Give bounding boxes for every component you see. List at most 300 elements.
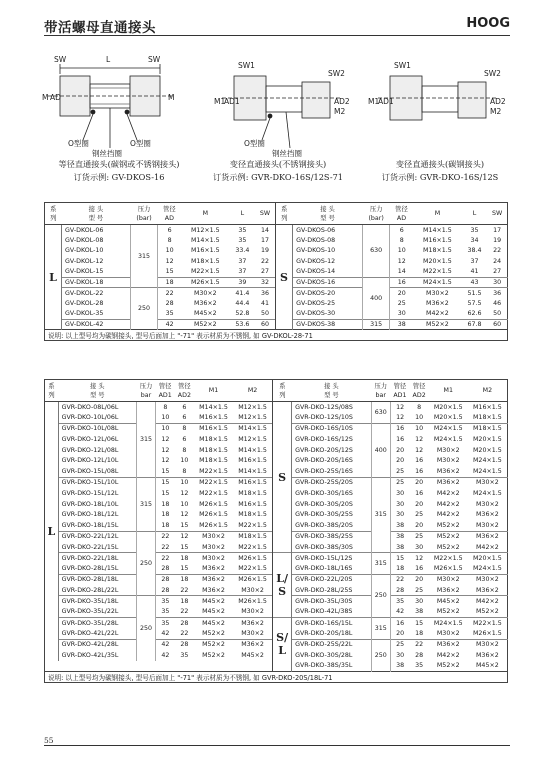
series-label: L/ S [273,553,292,618]
series-label: S [273,402,292,553]
spec-value: 38.4 [467,247,482,255]
model-number: GV-DKOL-28 [65,299,104,307]
spec-value: 8 [182,467,187,475]
pressure-value: 630 [362,225,390,278]
spec-value: 15 [161,467,170,475]
spec-value: M24×1.5 [473,565,502,573]
spec-value: M36×2 [202,586,225,594]
spec-value: 22 [180,629,189,637]
spec-value: 16 [390,617,409,628]
spec-value: M42×2 [436,489,460,497]
spec-value: 6 [182,403,187,411]
model-number: GVR-DKO-16S/15L [292,617,372,628]
spec-value: M52×2 [476,608,499,616]
model-number: GVR-DKO-15L/08L [61,467,119,475]
spec-value: 14 [397,268,406,275]
model-number: GVR-DKO-30S/20S [295,500,353,508]
pressure-value: 315 [362,319,390,330]
model-number: GV-DKOS-08 [296,236,336,244]
spec-value: 50 [493,310,502,317]
table-cell [156,661,175,672]
model-number: GV-DKOL-22 [62,288,131,299]
spec-value: 18 [175,553,194,564]
spec-value: M20×1.5 [473,446,502,454]
spec-value: 12 [175,531,194,542]
spec-value: M24×1.5 [473,489,502,497]
fitting-diagrams [38,48,516,193]
spec-value: M18×1.5 [190,257,220,265]
model-number: GVR-DKO-12L/10L [61,457,119,465]
spec-value: 20 [396,446,405,454]
spec-value: M16×1.5 [238,457,267,465]
spec-value: 22 [180,586,189,594]
spec-value: M24×1.5 [429,617,468,628]
spec-value: 10 [161,413,170,421]
model-number: GVR-DKO-12S/10S [295,413,353,421]
spec-value: M30×2 [241,608,264,616]
label-sw1: SW1 [238,61,255,70]
spec-value: 14 [260,226,269,234]
spec-value: M22×1.5 [238,521,267,529]
model-number: GVR-DKO-18L/12L [61,511,119,519]
column-header: SW [255,203,275,225]
table-header-row [45,380,508,402]
pressure-value: 250 [136,531,155,596]
model-number: GVR-DKO-20S/18L [295,629,353,637]
label-oring-left: O型圈 [68,139,89,148]
spec-value: 20 [410,477,429,488]
spec-value: M18×1.5 [199,446,228,454]
spec-value: M30×2 [468,639,508,650]
spec-value: 30 [396,489,405,497]
spec-value: M24×1.5 [429,423,468,434]
column-header: M2 [233,380,273,402]
column-header: M [181,203,230,225]
label-m2-b: M2 [490,107,502,116]
spec-value: 25 [415,586,424,594]
spec-value: 25 [396,467,405,475]
model-number: GVR-DKO-22L/20S [292,574,372,585]
spec-value: 37 [470,257,479,265]
spec-value: M30×2 [476,521,499,529]
label-sw-right: SW [148,55,161,64]
spec-value: M42×2 [426,310,449,317]
spec-value: 60 [487,319,507,330]
spec-value: 20 [390,288,413,299]
spec-value: M26×1.5 [233,596,273,607]
spec-value: 12 [161,446,170,454]
spec-value: 16 [415,467,424,475]
spec-value: 20 [415,521,424,529]
spec-value: M18×1.5 [199,435,228,443]
page-number: 55 [44,736,54,745]
spec-value: 30 [397,310,406,317]
model-number: GVR-DKO-28L/18L [58,574,136,585]
equal-union-table [44,202,508,341]
model-number: GV-DKOL-06 [65,226,104,234]
spec-value: M30×2 [436,457,460,465]
model-number: GV-DKOL-15 [65,268,104,275]
spec-value: 17 [493,226,502,234]
label-ad2-b: AD2 [490,97,506,106]
spec-value: M42×2 [436,511,460,519]
spec-value: 36 [255,288,275,299]
spec-value: 43 [462,277,487,288]
label-ad: AD [50,93,61,102]
model-number: GVR-DKO-18L/10L [61,500,119,508]
label-wire-ring-2: 钢丝挡圈 [272,149,302,158]
spec-value: 16 [396,435,405,443]
column-header: SW [487,203,507,225]
spec-value: M30×2 [429,574,468,585]
spec-value: 30 [396,651,405,659]
spec-value: M26×1.5 [199,511,228,519]
series-label: L [45,402,59,661]
spec-value: M42×2 [468,596,508,607]
model-number: GVR-DKO-28L/22L [61,586,119,594]
column-header: 管径 AD1 [390,380,409,402]
column-header: 管径 AD1 [156,380,175,402]
model-number: GV-DKOS-10 [296,247,336,255]
pressure-value: 250 [136,596,155,661]
spec-value: 20 [415,500,424,508]
pressure-value: 250 [371,574,390,617]
spec-value: M52×2 [436,543,460,551]
spec-value: M36×2 [476,511,499,519]
caption-equal-union [44,158,194,184]
model-number: GVR-DKO-20S/12S [295,446,353,454]
spec-value: M20×1.5 [473,435,502,443]
model-number: GVR-DKO-25S/16S [295,467,353,475]
spec-value: M52×2 [436,662,460,670]
spec-value: M18×1.5 [423,247,452,255]
spec-value: M30×2 [436,629,460,637]
spec-value: M26×1.5 [473,629,502,637]
series-label: S [275,225,292,330]
spec-value: 35 [390,596,409,607]
model-number: GV-DKOS-16 [293,277,363,288]
spec-value: 6 [182,435,187,443]
spec-value: 32 [255,277,275,288]
spec-value: 25 [410,531,429,542]
column-header: 系 列 [45,203,62,225]
spec-value: 10 [165,247,174,255]
spec-value: 12 [396,413,405,421]
column-header: 系 列 [275,203,292,225]
table-row [45,225,508,236]
column-header: 压力 bar [371,380,390,402]
spec-value: M14×1.5 [199,403,228,411]
spec-value: 34 [470,236,479,244]
spec-value: 6 [182,413,187,421]
spec-value: M20×1.5 [433,413,463,421]
spec-value: 6 [399,226,404,234]
spec-value: 25 [415,511,424,519]
pressure-value: 315 [136,402,155,478]
spec-value: M20×1.5 [468,553,508,564]
spec-value: 10 [180,500,189,508]
spec-value: M18×1.5 [238,489,267,497]
model-number: GVR-DKO-15L/12S [292,553,372,564]
spec-value: M36×2 [233,617,273,628]
spec-value: 28 [415,651,424,659]
spec-value: M42×2 [476,543,499,551]
model-number: GV-DKOS-38 [293,319,363,330]
spec-value: 10 [175,477,194,488]
spec-value: M52×2 [436,608,460,616]
column-header: 接 头 型 号 [58,380,136,402]
spec-value: 22 [493,247,502,255]
spec-value: M30×2 [413,288,462,299]
spec-value: 22 [156,553,175,564]
spec-value: 12 [165,257,174,265]
model-number: GVR-DKO-15L/12L [61,489,119,497]
spec-value: M30×2 [476,500,499,508]
spec-value: 18 [175,574,194,585]
spec-value: M18×1.5 [233,531,273,542]
spec-value: 12 [161,457,170,465]
spec-value: 12 [396,403,405,411]
label-ad1: AD1 [224,97,240,106]
spec-value: M52×2 [181,319,230,330]
table-note: 说明: 以上型号均为碳钢接头, 型号后面加上 "-71" 表示材质为不锈钢, 如 GVR-DKO-20S/18L-71 [45,671,508,682]
model-number: GVR-DKO-42L/28L [58,639,136,650]
spec-value: 12 [397,257,406,265]
spec-value: 16 [415,565,424,573]
spec-value: 18 [161,511,170,519]
model-number: GVR-DKO-25S/22L [292,639,372,650]
reducing-union-table [44,379,508,683]
series-label: S/ L [273,617,292,671]
spec-value: 35 [156,596,175,607]
spec-value: 20 [396,629,405,637]
page-header [44,14,510,36]
spec-value: M24×1.5 [413,277,462,288]
spec-value: 28 [175,617,194,628]
model-number: GVR-DKO-30S/16S [295,489,353,497]
spec-value: 22 [158,288,181,299]
spec-value: M36×2 [476,586,499,594]
spec-value: M36×2 [202,565,225,573]
model-number: GVR-DKO-15L/10L [58,477,136,488]
caption-title: 等径直通接头(碳钢或不锈钢接头) [58,159,180,169]
label-sw2-b: SW2 [484,69,501,78]
spec-value: 18 [396,565,405,573]
column-header: 管径 AD2 [410,380,429,402]
spec-value: 18 [175,596,194,607]
label-m-right: M [168,93,175,102]
spec-value: M22×1.5 [468,617,508,628]
spec-value: 35 [470,226,479,234]
pressure-value: 400 [371,423,390,477]
model-number: GVR-DKO-16S/10S [292,423,372,434]
spec-value: 8 [163,403,168,411]
spec-value: 10 [180,457,189,465]
spec-value: 37 [238,257,247,265]
spec-value: 17 [260,236,269,244]
drawing-reducing-union-cs [378,76,498,120]
spec-value: 38 [396,543,405,551]
spec-value: 46 [493,299,502,307]
model-number: GVR-DKO-38S/35L [295,662,353,670]
spec-value: 38 [390,319,413,330]
spec-value: 30 [487,277,507,288]
pressure-value: 250 [130,288,158,330]
spec-value: 20 [396,457,405,465]
model-number: GVR-DKO-12S/08S [295,403,353,411]
spec-value: 52.8 [235,310,250,317]
spec-value: M18×1.5 [199,457,228,465]
model-number: GVR-DKO-35L/28L [58,617,136,628]
spec-value: 42 [396,608,405,616]
spec-value: 44.4 [235,299,250,307]
spec-value: 42 [161,629,170,637]
model-number: GVR-DKO-28L/15L [61,565,119,573]
pressure-value: 315 [371,477,390,553]
model-number: GVR-DKO-18L/15L [61,521,119,529]
spec-value: M45×2 [194,596,233,607]
model-number: GV-DKOS-30 [296,310,336,317]
model-number: GVR-DKO-18L/16S [295,565,353,573]
model-number: GVR-DKO-22L/18L [58,553,136,564]
spec-value: 27 [493,268,502,275]
model-number: GVR-DKO-35L/22L [61,608,119,616]
model-number: GVR-DKO-38S/20S [295,521,353,529]
spec-value: M20×1.5 [433,403,463,411]
spec-value: M22×1.5 [194,477,233,488]
spec-value: M52×2 [194,639,233,650]
spec-value: M45×2 [194,617,233,628]
spec-value: 30 [396,511,405,519]
spec-value: 22 [260,257,269,265]
model-number: GVR-DKO-35L/30S [292,596,372,607]
spec-value: M30×2 [436,446,460,454]
spec-value: 24 [493,257,502,265]
spec-value: 39 [230,277,255,288]
model-number: GVR-DKO-42L/38S [295,608,353,616]
column-header: M2 [468,380,508,402]
caption-title: 变径直通接头(不锈钢接头) [229,159,327,169]
spec-value: M36×2 [429,477,468,488]
spec-value: 8 [175,423,194,434]
table-row [45,402,508,413]
spec-value: 22 [180,608,189,616]
spec-value: M36×2 [468,531,508,542]
column-header: 系 列 [45,380,59,402]
spec-value: M16×1.5 [199,413,228,421]
spec-value: M36×2 [194,574,233,585]
spec-value: 18 [415,629,424,637]
caption-reducing-ss [208,158,348,184]
column-header: 系 列 [273,380,292,402]
spec-value: M36×2 [426,299,449,307]
spec-value: 38 [390,531,409,542]
series-label: L [45,225,62,330]
spec-value: 18 [161,500,170,508]
spec-value: 18 [158,277,181,288]
label-ad2: AD2 [334,97,350,106]
spec-value: 8 [399,236,404,244]
spec-value: 38 [415,608,424,616]
spec-value: 53.6 [230,319,255,330]
table-row [45,553,508,564]
spec-value: M18×1.5 [473,413,502,421]
spec-value: 30 [396,500,405,508]
spec-value: 19 [260,247,269,255]
column-header: 接 头 型 号 [292,380,372,402]
model-number: GV-DKOL-12 [65,257,104,265]
pressure-value: 400 [362,277,390,319]
spec-value: M16×1.5 [238,500,267,508]
spec-value: 8 [182,446,187,454]
label-oring: O型圈 [244,139,265,148]
column-header: 接 头 型 号 [293,203,363,225]
table-cell [45,661,59,672]
caption-example: 订货示例: GV-DKOS-16 [73,172,165,182]
spec-value: 42 [161,651,170,659]
spec-value: 28 [156,574,175,585]
pressure-value: 630 [371,402,390,424]
spec-value: M30×2 [194,531,233,542]
spec-value: M45×2 [476,662,499,670]
spec-value: M14×1.5 [238,467,267,475]
spec-value: 50 [260,310,269,317]
spec-value: 6 [167,226,172,234]
pressure-value: 250 [371,639,390,671]
model-number: GVR-DKO-22L/15L [61,543,119,551]
spec-value: 35 [415,662,424,670]
spec-value: M14×1.5 [233,423,273,434]
spec-value: M22×1.5 [238,543,267,551]
spec-value: 16 [390,423,409,434]
spec-value: 25 [397,299,406,307]
spec-value: M24×1.5 [473,457,502,465]
model-number: GV-DKOL-08 [65,236,104,244]
spec-value: 37 [238,268,247,275]
spec-value: 62.6 [467,310,482,317]
caption-example: 订货示例: GVR-DKO-16S/12S-71 [212,172,344,182]
table-cell [58,661,136,672]
spec-value: 57.5 [467,299,482,307]
model-number: GVR-DKO-30S/28L [295,651,353,659]
label-m1: M1 [214,97,226,106]
spec-value: M30×2 [468,574,508,585]
spec-value: 28 [165,299,174,307]
table-cell [233,661,273,672]
table-cell [175,661,194,672]
column-header: M1 [194,380,233,402]
spec-value: M30×2 [181,288,230,299]
spec-value: M22×1.5 [429,553,468,564]
caption-example: 订货示例: GVR-DKO-16S/12S [381,172,499,182]
label-sw1-b: SW1 [394,61,411,70]
spec-value: M22×1.5 [199,467,228,475]
spec-value: M30×2 [241,586,264,594]
spec-value: 33.4 [235,247,250,255]
column-header: 压力 (bar) [130,203,158,225]
spec-value: M24×1.5 [473,467,502,475]
drawing-equal-union [48,64,175,148]
spec-value: M16×1.5 [423,236,452,244]
spec-value: 12 [415,446,424,454]
column-header: 压力 (bar) [362,203,390,225]
spec-value: 15 [390,553,409,564]
pressure-value: 315 [130,225,158,288]
spec-value: M52×2 [202,651,225,659]
spec-value: 36 [487,288,507,299]
spec-value: 42 [158,319,181,330]
spec-value: M52×2 [413,319,462,330]
